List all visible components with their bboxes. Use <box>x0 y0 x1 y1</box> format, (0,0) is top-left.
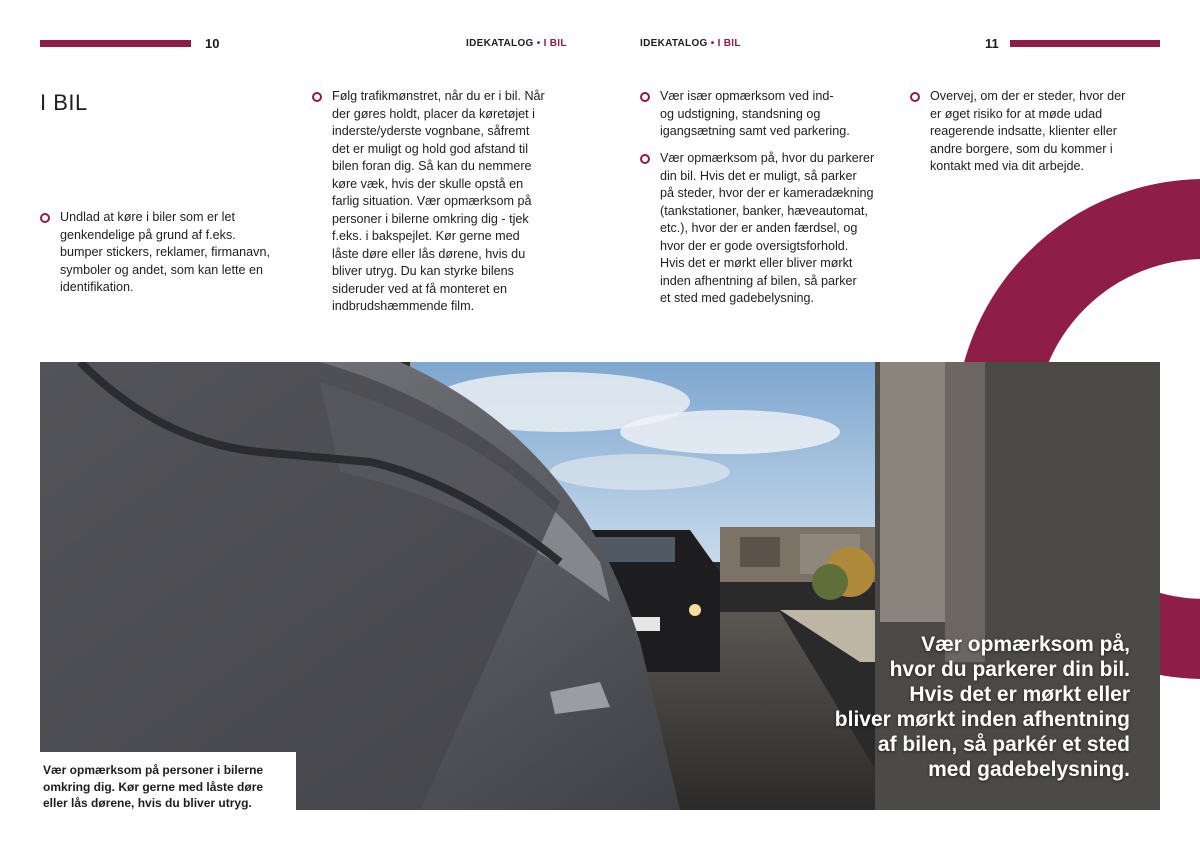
running-separator: • <box>710 38 715 49</box>
pull-quote-line: Vær opmærksom på, <box>921 633 1130 656</box>
running-catalog: IDEKATALOG <box>640 38 708 49</box>
bullet-line: Undlad at køre i biler som er let <box>60 210 235 224</box>
bullet-ring-icon <box>640 154 650 164</box>
running-separator: • <box>536 38 541 49</box>
pull-quote-line: bliver mørkt inden afhentning <box>834 708 1130 731</box>
bullet-line: bliver utryg. Du kan styrke bilens <box>332 264 514 278</box>
bullet-line: låste døre eller lås dørene, hvis du <box>332 246 526 261</box>
bullet-line: symboler og andet, som kan lette en <box>60 262 264 277</box>
bullet-item <box>40 209 325 297</box>
bullet-ring-icon <box>910 92 920 102</box>
bullet-line: Følg trafikmønstret, når du er i bil. Når <box>332 89 545 103</box>
car-mirror-photo <box>40 362 1160 810</box>
bullet-line: indbrudshæmmende film. <box>332 299 475 313</box>
bullet-line: er øget risiko for at møde udad <box>930 106 1103 121</box>
right-running-header <box>640 38 741 49</box>
bullet-line: inden afhentning af bilen, så parker <box>660 273 857 288</box>
right-page-number: 11 <box>985 36 999 51</box>
bullet-line: Vær opmærksom på, hvor du parkerer <box>660 151 875 165</box>
bullet-line: det er muligt og hold god afstand til <box>332 141 529 156</box>
bullet-line: genkendelige på grund af f.eks. <box>60 227 236 242</box>
bullet-line: f.eks. i bakspejlet. Kør gerne med <box>332 229 520 243</box>
caption-line: Vær opmærksom på personer i bilerne <box>43 763 264 777</box>
pull-quote-line: med gadebelysning. <box>928 758 1130 781</box>
bullet-line: andre borgere, som du kommer i <box>930 141 1113 156</box>
bullet-ring-icon <box>40 213 50 223</box>
bullet-line: Overvej, om der er steder, hvor der <box>930 89 1126 103</box>
bullet-line: identifikation. <box>60 280 134 294</box>
bullet-line: reagerende indsatte, klienter eller <box>930 124 1117 138</box>
bullet-line: på steder, hvor der er kameradækning <box>660 186 874 200</box>
bullet-line: køre væk, hvis der skulle opstå en <box>332 176 524 191</box>
bullet-line: bilen foran dig. Så kan du nemmere <box>332 159 532 173</box>
bullet-ring-icon <box>640 92 650 102</box>
bullet-ring-icon <box>312 92 322 102</box>
bullet-line: personer i bilerne omkring dig - tjek <box>332 211 529 226</box>
bullet-line: etc.), hvor der er anden færdsel, og <box>660 221 858 235</box>
pull-quote-line: af bilen, så parkér et sted <box>877 733 1130 756</box>
bullet-line: Vær især opmærksom ved ind- <box>660 89 834 103</box>
bullet-item <box>312 88 597 316</box>
bullet-line: farlig situation. Vær opmærksom på <box>332 194 532 208</box>
left-page-number: 10 <box>205 36 220 51</box>
photo-caption-box <box>40 752 296 810</box>
caption-line: omkring dig. Kør gerne med låste døre <box>43 779 264 794</box>
bullet-line: inderste/yderste vognbane, såfremt <box>332 124 530 138</box>
running-section: I BIL <box>717 38 741 49</box>
bullet-item <box>640 150 925 308</box>
bullet-line: der gøres holdt, placer da køretøjet i <box>332 106 535 121</box>
bullet-line: din bil. Hvis det er muligt, så parker <box>660 168 857 183</box>
bullet-item <box>640 88 925 141</box>
left-header-rule <box>40 40 191 47</box>
running-catalog: IDEKATALOG <box>466 38 534 49</box>
left-running-header <box>466 38 567 49</box>
bullet-line: igangsætning samt ved parkering. <box>660 124 850 138</box>
right-header-rule <box>1010 40 1160 47</box>
photo-caption <box>43 762 293 812</box>
bullet-item <box>910 88 1190 176</box>
pull-quote-line: Hvis det er mørkt eller <box>909 683 1130 706</box>
bullet-line: et sted med gadebelysning. <box>660 291 815 305</box>
pull-quote <box>835 632 1130 782</box>
caption-line: eller lås dørene, hvis du bliver utryg. <box>43 796 252 810</box>
bullet-line: sideruder ved at få monteret en <box>332 281 508 296</box>
bullet-line: Hvis det er mørkt eller bliver mørkt <box>660 256 853 270</box>
bullet-line: kontakt med via dit arbejde. <box>930 159 1085 173</box>
bullet-line: og udstigning, standsning og <box>660 106 821 121</box>
pull-quote-line: hvor du parkerer din bil. <box>889 658 1130 681</box>
bullet-line: (tankstationer, banker, hæveautomat, <box>660 203 868 218</box>
bullet-line: hvor der er gode oversigtsforhold. <box>660 238 849 253</box>
bullet-line: bumper stickers, reklamer, firmanavn, <box>60 245 270 259</box>
page-title: I BIL <box>40 90 88 115</box>
running-section: I BIL <box>543 38 567 49</box>
